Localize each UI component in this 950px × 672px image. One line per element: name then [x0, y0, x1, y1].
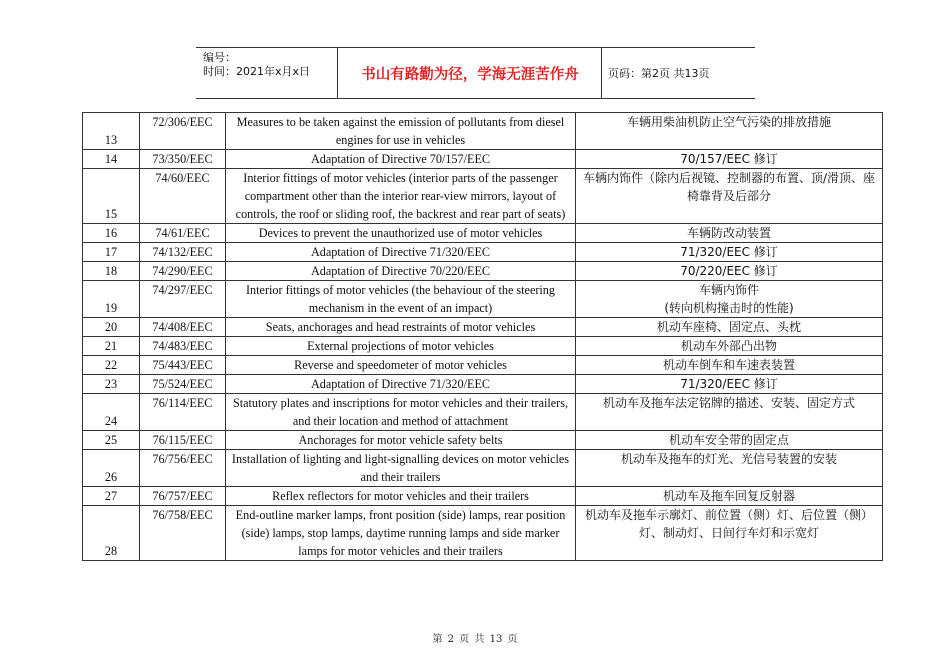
chinese-title-cell: 机动车及拖车回复反射器: [576, 487, 883, 506]
english-title-cell: Interior fittings of motor vehicles (the behaviour of the steering mechanism in the event of an impact): [226, 281, 576, 318]
table-row: [83, 506, 883, 561]
footer-total-pages: 13: [489, 634, 503, 645]
english-title-cell: Reflex reflectors for motor vehicles and their trailers: [226, 487, 576, 506]
chinese-title-cell: 车辆防改动装置: [576, 224, 883, 243]
time-line: 时间：2021年x月x日: [203, 65, 311, 78]
chinese-title-cell: 机动车倒车和车速表装置: [576, 356, 883, 375]
row-number-cell: 14: [83, 150, 140, 169]
directive-code-cell: 74/483/EEC: [140, 337, 226, 356]
table-row: [83, 281, 883, 318]
header-meta: [196, 48, 338, 98]
directive-code-cell: 76/758/EEC: [140, 506, 226, 561]
table-row: [83, 394, 883, 431]
directive-code-cell: 74/297/EEC: [140, 281, 226, 318]
directive-code-cell: 76/756/EEC: [140, 450, 226, 487]
directive-code-cell: 76/114/EEC: [140, 394, 226, 431]
english-title-cell: Reverse and speedometer of motor vehicles: [226, 356, 576, 375]
directive-code-cell: 73/350/EEC: [140, 150, 226, 169]
row-number-cell: 13: [83, 113, 140, 150]
row-number-cell: 22: [83, 356, 140, 375]
chinese-title-cell: 71/320/EEC 修订: [576, 243, 883, 262]
english-title-cell: Adaptation of Directive 70/157/EEC: [226, 150, 576, 169]
row-number-cell: 15: [83, 169, 140, 224]
footer-gong: 共: [474, 634, 485, 645]
english-title-cell: Installation of lighting and light-signalling devices on motor vehicles and their trailers: [226, 450, 576, 487]
row-number-cell: 17: [83, 243, 140, 262]
row-number-cell: 26: [83, 450, 140, 487]
chinese-title-cell: 机动车及拖车示廓灯、前位置（侧）灯、后位置（侧）灯、制动灯、日间行车灯和示宽灯: [576, 506, 883, 561]
chinese-title-cell: 机动车安全带的固定点: [576, 431, 883, 450]
english-title-cell: External projections of motor vehicles: [226, 337, 576, 356]
motto-text: 书山有路勤为径，学海无涯苦作舟: [361, 66, 579, 83]
header-page-cell: [602, 48, 755, 98]
directive-code-cell: 76/115/EEC: [140, 431, 226, 450]
directive-table: [82, 112, 883, 561]
chinese-title-cell: 机动车座椅、固定点、头枕: [576, 318, 883, 337]
page-header: [196, 47, 755, 99]
chinese-title-cell: 车辆内饰件（除内后视镜、控制器的布置、顶/滑顶、座椅靠背及后部分: [576, 169, 883, 224]
footer-di: 第: [432, 634, 443, 645]
table-row: [83, 450, 883, 487]
table-row: [83, 431, 883, 450]
table-row: [83, 224, 883, 243]
row-number-cell: 28: [83, 506, 140, 561]
directive-code-cell: 72/306/EEC: [140, 113, 226, 150]
english-title-cell: End-outline marker lamps, front position (side) lamps, rear position (side) lamps, stop lamps, daytime running lamps and side marker lamps for motor vehicles and their trailers: [226, 506, 576, 561]
table-row: [83, 318, 883, 337]
chinese-title-cell: 车辆用柴油机防止空气污染的排放措施: [576, 113, 883, 150]
row-number-cell: 18: [83, 262, 140, 281]
footer-ye2: 页: [507, 634, 518, 645]
table-row: [83, 113, 883, 150]
row-number-cell: 24: [83, 394, 140, 431]
row-number-cell: 25: [83, 431, 140, 450]
table-row: [83, 375, 883, 394]
english-title-cell: Adaptation of Directive 71/320/EEC: [226, 243, 576, 262]
directive-code-cell: 74/290/EEC: [140, 262, 226, 281]
row-number-cell: 23: [83, 375, 140, 394]
row-number-cell: 27: [83, 487, 140, 506]
footer-page-number: 2: [447, 634, 455, 645]
footer-ye: 页: [459, 634, 470, 645]
english-title-cell: Anchorages for motor vehicle safety belts: [226, 431, 576, 450]
row-number-cell: 19: [83, 281, 140, 318]
english-title-cell: Adaptation of Directive 71/320/EEC: [226, 375, 576, 394]
chinese-title-cell: 机动车及拖车的灯光、光信号装置的安装: [576, 450, 883, 487]
chinese-title-cell: 机动车及拖车法定铭牌的描述、安装、固定方式: [576, 394, 883, 431]
table-row: [83, 243, 883, 262]
directive-code-cell: 76/757/EEC: [140, 487, 226, 506]
number-label: 编号：: [203, 51, 236, 64]
english-title-cell: Interior fittings of motor vehicles (interior parts of the passenger compartment other than the interior rear-view mirrors, layout of controls, the roof or sliding roof, the backrest and rear part of seats): [226, 169, 576, 224]
page-line: 页码：第2页 共13页: [608, 67, 710, 80]
chinese-title-cell: 71/320/EEC 修订: [576, 375, 883, 394]
directive-table-body: [83, 113, 883, 561]
english-title-cell: Statutory plates and inscriptions for motor vehicles and their trailers, and their location and method of attachment: [226, 394, 576, 431]
directive-code-cell: 74/61/EEC: [140, 224, 226, 243]
chinese-title-cell: 70/220/EEC 修订: [576, 262, 883, 281]
directive-code-cell: 75/524/EEC: [140, 375, 226, 394]
table-row: [83, 262, 883, 281]
table-row: [83, 169, 883, 224]
english-title-cell: Measures to be taken against the emission of pollutants from diesel engines for use in vehicles: [226, 113, 576, 150]
row-number-cell: 21: [83, 337, 140, 356]
table-row: [83, 356, 883, 375]
row-number-cell: 16: [83, 224, 140, 243]
chinese-title-cell: 机动车外部凸出物: [576, 337, 883, 356]
header-motto-cell: [339, 48, 602, 98]
english-title-cell: Adaptation of Directive 70/220/EEC: [226, 262, 576, 281]
english-title-cell: Devices to prevent the unauthorized use of motor vehicles: [226, 224, 576, 243]
directive-code-cell: 74/408/EEC: [140, 318, 226, 337]
table-row: [83, 150, 883, 169]
chinese-title-cell: 车辆内饰件 (转向机构撞击时的性能): [576, 281, 883, 318]
chinese-title-cell: 70/157/EEC 修订: [576, 150, 883, 169]
directive-code-cell: 75/443/EEC: [140, 356, 226, 375]
directive-code-cell: 74/60/EEC: [140, 169, 226, 224]
directive-code-cell: 74/132/EEC: [140, 243, 226, 262]
page-footer: [0, 630, 950, 645]
english-title-cell: Seats, anchorages and head restraints of motor vehicles: [226, 318, 576, 337]
table-row: [83, 487, 883, 506]
row-number-cell: 20: [83, 318, 140, 337]
table-row: [83, 337, 883, 356]
